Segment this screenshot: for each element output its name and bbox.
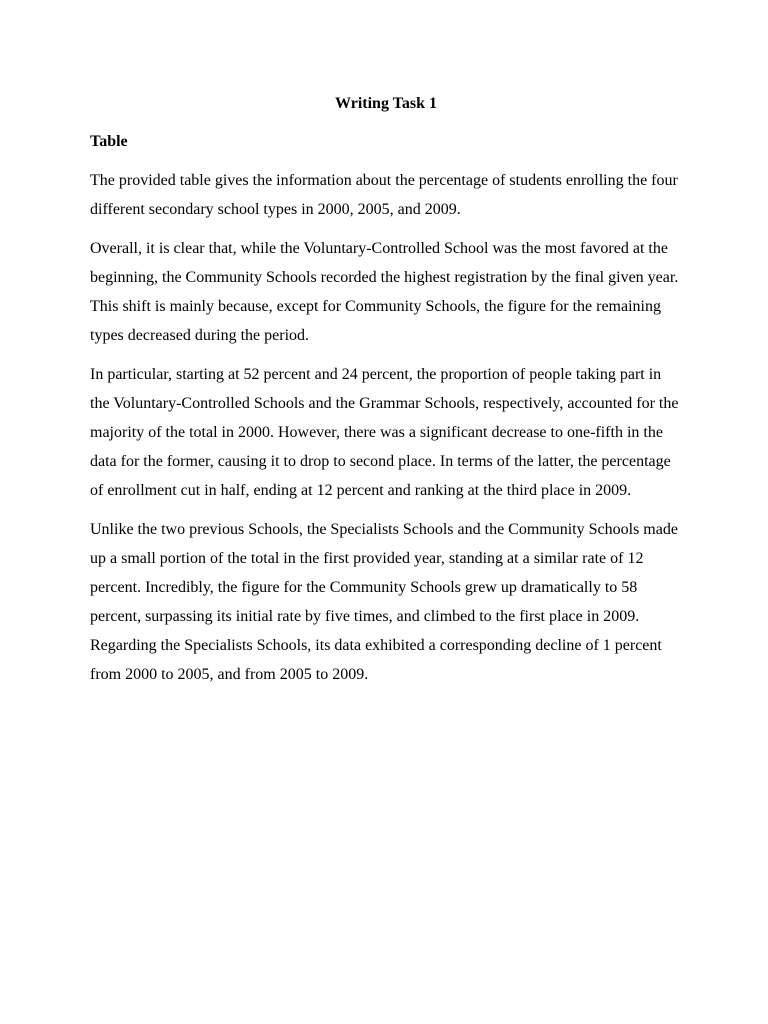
paragraph-detail-1: In particular, starting at 52 percent and 24 percent, the proportion of people taking part in the Voluntary-Controlled Schools and the Grammar Schools, respectively, accounted for the majority of the total in 2000. However, there was a significant decrease to one-fifth in the data for the former, causing it to drop to second place. In terms of the latter, the percentage of enrollment cut in half, ending at 12 percent and ranking at the third place in 2009. [90,366,679,499]
paragraph-overview: Overall, it is clear that, while the Voluntary-Controlled School was the most favored at the beginning, the Community Schools recorded the highest registration by the final given year. This shift is mainly because, except for Community Schools, the figure for the remaining types decreased during the period. [90,240,679,344]
paragraph-detail-2: Unlike the two previous Schools, the Specialists Schools and the Community Schools made up a small portion of the total in the first provided year, standing at a similar rate of 12 percent. Incredibly, the figure for the Community Schools grew up dramatically to 58 percent, surpassing its initial rate by five times, and climbed to the first place in 2009. Regarding the Specialists Schools, its data exhibited a corresponding decline of 1 percent from 2000 to 2005, and from 2005 to 2009. [90,521,678,683]
document-title: Writing Task 1 [335,95,437,112]
section-heading: Table [90,133,128,150]
paragraph-intro: The provided table gives the information about the percentage of students enrolling the four different secondary school types in 2000, 2005, and 2009. [90,172,678,218]
document-body [90,90,682,689]
